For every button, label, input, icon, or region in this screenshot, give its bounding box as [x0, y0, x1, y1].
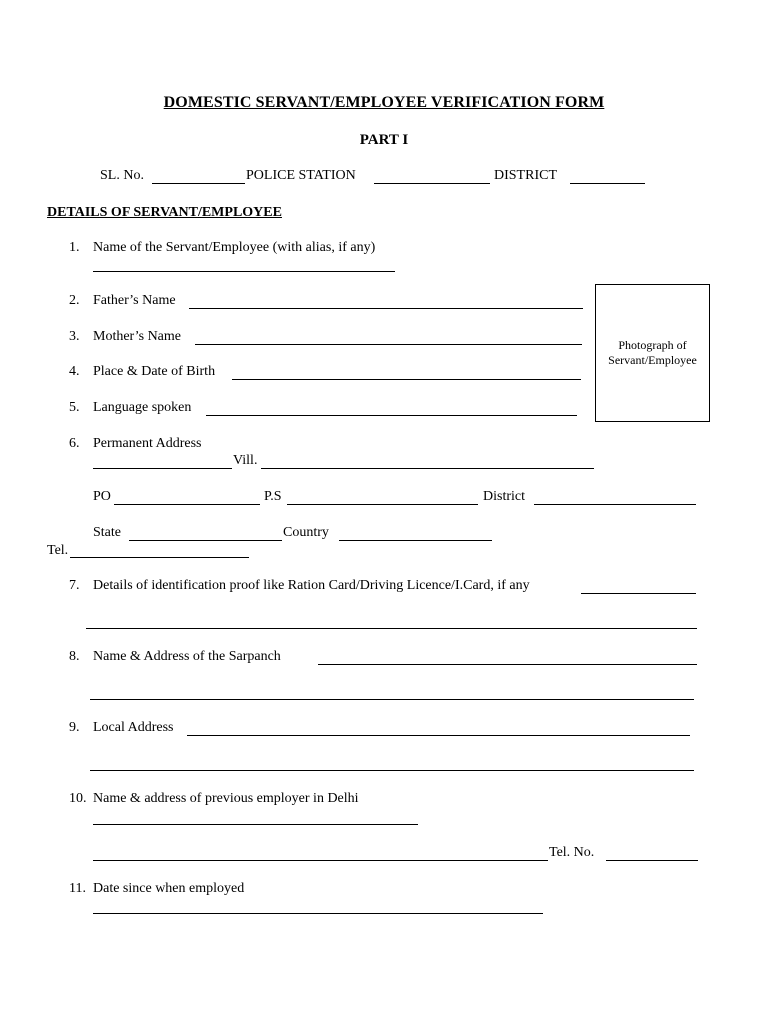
form-title: DOMESTIC SERVANT/EMPLOYEE VERIFICATION FORM	[163, 94, 605, 111]
servant-name-label: Name of the Servant/Employee (with alias, if any)	[93, 240, 376, 255]
vill-field[interactable]	[261, 468, 594, 469]
item-number: 8.	[69, 649, 80, 664]
sarpanch-label: Name & Address of the Sarpanch	[93, 649, 281, 664]
country-field[interactable]	[339, 540, 492, 541]
part-heading: PART I	[359, 132, 409, 148]
address-line-field[interactable]	[93, 468, 232, 469]
ps-field[interactable]	[287, 504, 478, 505]
item-number: 9.	[69, 720, 80, 735]
tel-no-label: Tel. No.	[549, 845, 595, 860]
fathers-name-label: Father’s Name	[93, 293, 176, 308]
item-number: 5.	[69, 400, 80, 415]
item-number: 10.	[69, 791, 87, 806]
photograph-box	[595, 284, 710, 422]
birth-place-date-label: Place & Date of Birth	[93, 364, 216, 379]
item-number: 7.	[69, 578, 80, 593]
ps-label: P.S	[264, 489, 282, 504]
previous-employer-label: Name & address of previous employer in Delhi	[93, 791, 359, 806]
local-address-field[interactable]	[187, 735, 690, 736]
language-label: Language spoken	[93, 400, 192, 415]
address-district-label: District	[483, 489, 525, 504]
item-number: 4.	[69, 364, 80, 379]
previous-employer-field-line2[interactable]	[93, 860, 548, 861]
mothers-name-label: Mother’s Name	[93, 329, 181, 344]
local-address-label: Local Address	[93, 720, 174, 735]
police-station-field[interactable]	[374, 183, 490, 184]
state-label: State	[93, 525, 121, 540]
sl-no-label: SL. No.	[100, 168, 144, 183]
po-label: PO	[93, 489, 111, 504]
employment-date-label: Date since when employed	[93, 881, 245, 896]
section-heading: DETAILS OF SERVANT/EMPLOYEE	[47, 205, 282, 220]
permanent-address-label: Permanent Address	[93, 436, 202, 451]
tel-field[interactable]	[70, 557, 249, 558]
district-field[interactable]	[570, 183, 645, 184]
item-number: 1.	[69, 240, 80, 255]
police-station-label: POLICE STATION	[246, 168, 356, 183]
item-number: 6.	[69, 436, 80, 451]
sarpanch-field[interactable]	[318, 664, 697, 665]
servant-name-field[interactable]	[93, 271, 395, 272]
birth-place-date-field[interactable]	[232, 379, 581, 380]
id-proof-field-line2[interactable]	[86, 628, 697, 629]
id-proof-field[interactable]	[581, 593, 696, 594]
employment-date-field[interactable]	[93, 913, 543, 914]
fathers-name-field[interactable]	[189, 308, 583, 309]
item-number: 2.	[69, 293, 80, 308]
local-address-field-line2[interactable]	[90, 770, 694, 771]
vill-label: Vill.	[233, 453, 258, 468]
country-label: Country	[283, 525, 329, 540]
id-proof-label: Details of identification proof like Ration Card/Driving Licence/I.Card, if any	[93, 578, 530, 593]
sarpanch-field-line2[interactable]	[90, 699, 694, 700]
address-district-field[interactable]	[534, 504, 696, 505]
po-field[interactable]	[114, 504, 260, 505]
sl-no-field[interactable]	[152, 183, 245, 184]
state-field[interactable]	[129, 540, 282, 541]
photograph-label: Photograph of Servant/Employee	[608, 338, 697, 367]
tel-no-field[interactable]	[606, 860, 698, 861]
tel-label: Tel.	[47, 543, 69, 558]
previous-employer-field[interactable]	[93, 824, 418, 825]
item-number: 11.	[69, 881, 86, 896]
language-field[interactable]	[206, 415, 577, 416]
mothers-name-field[interactable]	[195, 344, 582, 345]
item-number: 3.	[69, 329, 80, 344]
district-label: DISTRICT	[494, 168, 557, 183]
